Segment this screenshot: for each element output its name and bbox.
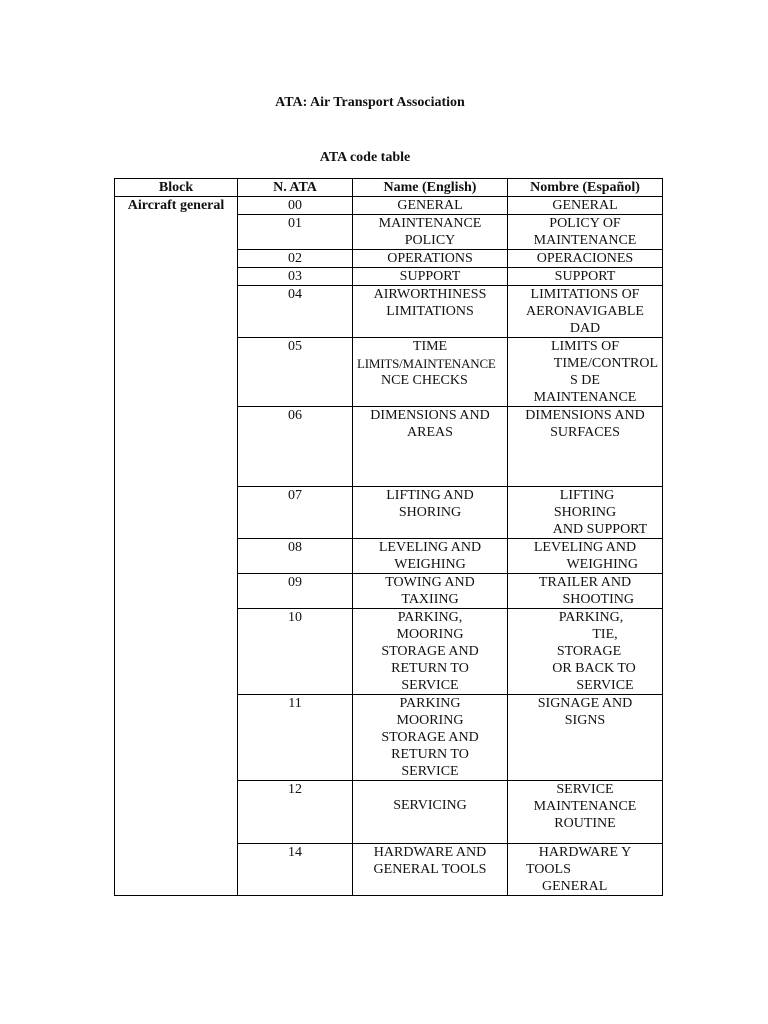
header-ata-number: N. ATA (238, 179, 353, 197)
english-name-line: STORAGE AND (381, 644, 479, 659)
english-name-line: RETURN TO (391, 747, 469, 762)
english-name-line: TIME (412, 339, 448, 354)
spanish-name-line: LEVELING AND (533, 540, 637, 555)
ata-code-cell: 09 (238, 574, 353, 609)
spanish-name-line: S DE (570, 373, 600, 388)
spanish-name-line: TIME/CONTROL (553, 356, 658, 371)
header-block: Block (115, 179, 238, 197)
ata-code-cell: 06 (238, 407, 353, 487)
spanish-name-line: SHORING (553, 505, 617, 520)
spanish-name-line: SERVICE (576, 678, 634, 693)
table-row (115, 197, 663, 215)
english-name-line: OPERATIONS (387, 251, 473, 266)
english-name-cell (353, 609, 508, 695)
spanish-name-line: TRAILER AND (538, 575, 632, 590)
spanish-name-cell (508, 695, 663, 781)
spanish-name-line: SHOOTING (562, 592, 634, 607)
english-name-line: SERVICE (401, 678, 459, 693)
english-name-line: PARKING (399, 696, 461, 711)
spanish-name-cell (508, 574, 663, 609)
ata-code-cell: 00 (238, 197, 353, 215)
english-name-line: HARDWARE AND (373, 845, 487, 860)
spanish-name-cell (508, 844, 663, 896)
spanish-name-line: SURFACES (550, 425, 620, 440)
table-caption: ATA code table (319, 150, 411, 165)
english-name-line: AIRWORTHINESS (373, 287, 487, 302)
english-name-line: LIMITATIONS (386, 304, 474, 319)
spanish-name-cell (508, 250, 663, 268)
spanish-name-line: HARDWARE Y (538, 845, 632, 860)
english-name-line: MAINTENANCE (378, 216, 482, 231)
spanish-name-cell (508, 268, 663, 286)
english-name-line: MOORING (396, 713, 464, 728)
spanish-name-line: GENERAL (542, 879, 608, 894)
english-name-line: GENERAL (397, 198, 463, 213)
spanish-name-line: ROUTINE (554, 816, 616, 831)
header-name-spanish: Nombre (Español) (508, 179, 663, 197)
spanish-name-line: POLICY OF (549, 216, 621, 231)
english-name-cell (353, 338, 508, 407)
english-name-line: TAXIING (401, 592, 459, 607)
spanish-name-cell (508, 487, 663, 539)
spanish-name-line: MAINTENANCE (533, 390, 637, 405)
spanish-name-line: TIE, (592, 627, 618, 642)
english-name-cell (353, 781, 508, 844)
english-name-cell (353, 844, 508, 896)
spanish-name-line: TOOLS (526, 862, 571, 877)
english-name-cell (353, 286, 508, 338)
spanish-name-line: DAD (569, 321, 601, 336)
spanish-name-cell (508, 781, 663, 844)
english-name-line: RETURN TO (391, 661, 469, 676)
english-name-line: SUPPORT (399, 269, 461, 284)
spanish-name-line: LIMITS OF (550, 339, 620, 354)
ata-code-table (114, 178, 663, 896)
english-name-cell (353, 215, 508, 250)
ata-code-cell: 04 (238, 286, 353, 338)
spanish-name-line: OPERACIONES (536, 251, 634, 266)
spanish-name-line: LIFTING (559, 488, 615, 503)
spanish-name-line: DIMENSIONS AND (525, 408, 645, 423)
spanish-name-cell (508, 609, 663, 695)
spanish-name-line: STORAGE (556, 644, 622, 659)
ata-code-cell: 14 (238, 844, 353, 896)
spanish-name-cell (508, 197, 663, 215)
block-name-cell: Aircraft general (115, 197, 238, 896)
english-name-line: LIFTING AND (386, 488, 474, 503)
english-name-cell (353, 574, 508, 609)
english-name-line: PARKING, (397, 610, 463, 625)
ata-code-cell: 01 (238, 215, 353, 250)
ata-code-cell: 05 (238, 338, 353, 407)
english-name-line: SERVICE (401, 764, 459, 779)
english-name-cell (353, 487, 508, 539)
english-name-line: POLICY (404, 233, 456, 248)
spanish-name-cell (508, 286, 663, 338)
spanish-name-line: AERONAVIGABLE (526, 304, 644, 319)
spanish-name-line: PARKING, (558, 610, 624, 625)
spanish-name-line: SIGNAGE AND (537, 696, 633, 711)
english-name-cell (353, 539, 508, 574)
english-name-cell (353, 197, 508, 215)
spanish-name-cell (508, 215, 663, 250)
table-header-row (115, 179, 663, 197)
spanish-name-line: OR BACK TO (552, 661, 636, 676)
english-name-cell (353, 407, 508, 487)
header-name-english: Name (English) (353, 179, 508, 197)
ata-code-cell: 10 (238, 609, 353, 695)
english-name-line: MOORING (396, 627, 464, 642)
spanish-name-line: MAINTENANCE (533, 799, 637, 814)
ata-code-cell: 03 (238, 268, 353, 286)
english-name-line: SERVICING (393, 798, 467, 813)
ata-code-cell: 12 (238, 781, 353, 844)
english-name-line: TOWING AND (385, 575, 475, 590)
spanish-name-line: LIMITATIONS OF (530, 287, 640, 302)
spanish-name-line: SIGNS (564, 713, 606, 728)
ata-code-cell: 07 (238, 487, 353, 539)
spanish-name-line: WEIGHING (566, 557, 638, 572)
spanish-name-line: SUPPORT (554, 269, 616, 284)
spanish-name-line: AND SUPPORT (552, 522, 648, 537)
english-name-line: DIMENSIONS AND (370, 408, 490, 423)
english-name-line: LIMITS/MAINTENANCE (357, 356, 496, 371)
spanish-name-cell (508, 539, 663, 574)
english-name-cell (353, 268, 508, 286)
english-name-line: AREAS (407, 425, 453, 440)
english-name-line: SHORING (398, 505, 462, 520)
english-name-line: STORAGE AND (381, 730, 479, 745)
english-name-cell (353, 250, 508, 268)
spanish-name-line: GENERAL (552, 198, 618, 213)
english-name-line: WEIGHING (394, 557, 466, 572)
ata-code-cell: 11 (238, 695, 353, 781)
english-name-line: GENERAL TOOLS (373, 862, 487, 877)
spanish-name-line: SERVICE (556, 782, 614, 797)
english-name-line: LEVELING AND (378, 540, 482, 555)
spanish-name-cell (508, 407, 663, 487)
ata-code-cell: 02 (238, 250, 353, 268)
document-title: ATA: Air Transport Association (275, 95, 465, 110)
english-name-cell (353, 695, 508, 781)
spanish-name-cell (508, 338, 663, 407)
ata-code-cell: 08 (238, 539, 353, 574)
spanish-name-line: MAINTENANCE (533, 233, 637, 248)
english-name-line: NCE CHECKS (381, 373, 468, 388)
